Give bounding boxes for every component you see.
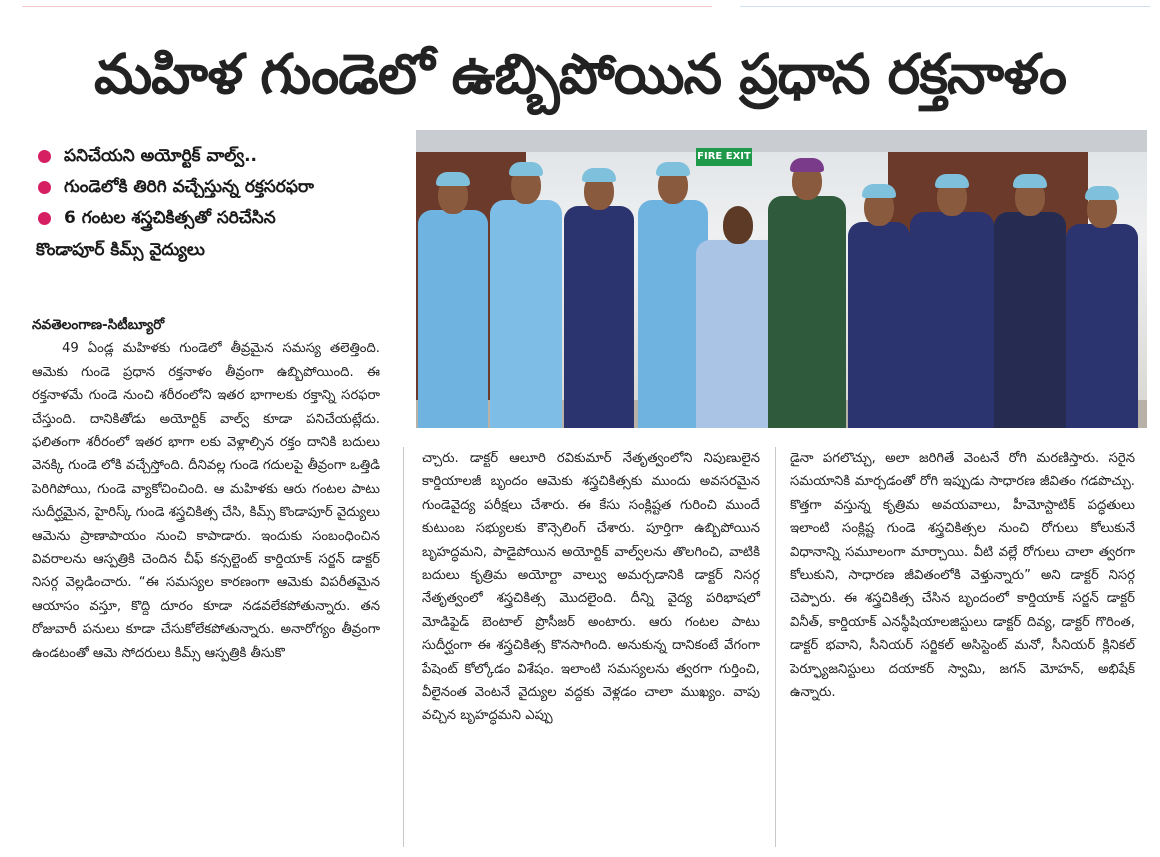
article-column-3 [790,447,1135,704]
exit-sign: FIRE EXIT [696,148,752,166]
bullet-dot-icon [38,212,51,225]
column-divider [775,447,776,847]
bullet-item [36,208,406,260]
bullet-text: గుండెలోకి తిరిగి వచ్చేస్తున్న రక్తసరఫరా [64,177,314,197]
photo-person [994,178,1066,428]
article-column-1 [32,314,380,665]
byline: నవతెలంగాణ-సిటీబ్యూరో [32,317,165,333]
bullet-list [36,146,406,271]
article-text: డైనా పగలొచ్చు, అలా జరిగితే వెంటనే రోగి మరణిస్తారు. సరైన సమయానికి మార్చడంతో రోగి ఇప్పుడు సాధారణ జీవితం గడపొచ్చు. కొత్తగా వస్తున్న కృత్రిమ అవయవాలు, హీమోస్టాటిక్ పద్ధతులు ఇలాంటి సంక్లిష్ట గుండె శస్త్రచికిత్సల నుంచి రోగులు కోలుకునే విధానాన్ని సమూలంగా మార్చాయి. వీటి వల్లే రోగులు చాలా త్వరగా కోలుకుని, సాధారణ జీవితంలోకి వెళ్తున్నారు” అని డాక్టర్ నిసర్గ చెప్పారు. ఈ శస్త్రచికిత్స చేసిన బృందంలో కార్డియాక్ సర్జన్ డాక్టర్ వినీత్, కార్డియాక్ ఎనస్థీషియాలజిస్టులు డాక్టర్ దివ్య, డాక్టర్ గొరింత, డాక్టర్ భవాని, సీనియర్ సర్జికల్ అసిస్టెంట్ మనో, సీనియర్ క్లినికల్ పెర్ఫ్యూజనిస్టులు దయాకర్ స్వామి, జగన్ మోహన్, అభిషేక్ ఉన్నారు. [790,451,1135,701]
photo-ceiling [416,130,1147,152]
bullet-text: 6 గంటల శస్త్రచికిత్సతో సరిచేసిన [64,208,276,228]
article-column-2 [422,447,760,728]
photo-person [768,162,846,428]
top-rule-right [740,6,1150,7]
column-divider [403,447,404,847]
photo-person [1066,190,1138,428]
photo-person [418,176,488,428]
team-photo [416,130,1147,428]
article-text: చ్చారు. డాక్టర్ ఆలూరి రవికుమార్ నేతృత్వంలోని నిపుణులైన కార్డియాలజీ బృందం ఆమెకు శస్త్రచికిత్సకు ముందు అవసరమైన గుండెవైద్య పరీక్షలు చేశారు. ఈ కేసు సంక్లిష్టత గురించి ముందే కుటుంబ సభ్యులకు కౌన్సెలింగ్ చేశారు. పూర్తిగా ఉబ్బిపోయిన బృహద్ధమని, పాడైపోయిన అయోర్టిక్ వాల్వ్‌లను తొలగించి, వాటికి బదులు కృత్రిమ అయోర్టా వాల్వు అమర్చడానికి డాక్టర్ నిసర్గ నేతృత్వంలో శస్త్రచికిత్స మొదలైంది. దీన్ని వైద్య పరిభాషలో మోడిఫైడ్ బెంటాల్ ప్రొసీజర్ అంటారు. ఆరు గంటల పాటు సుదీర్ఘంగా ఈ శస్త్రచికిత్స కొనసాగింది. అనుకున్న దానికంటే వేగంగా పేషెంట్ కోల్కోడం విశేషం. ఇలాంటి సమస్యలను త్వరగా గుర్తించి, వీలైనంత వెంటనే వైద్యుల వద్దకు వెళ్లడం చాలా ముఖ్యం. వాపు వచ్చిన బృహద్ధమని ఎప్పు [422,451,760,724]
top-rule-left [22,6,712,7]
bullet-text-continued: కొండాపూర్ కిమ్స్ వైద్యులు [36,240,205,260]
article-text: 49 ఏండ్ల మహిళకు గుండెలో తీవ్రమైన సమస్య తలెత్తింది. ఆమెకు గుండె ప్రధాన రక్తనాళం తీవ్రంగా ఉబ్బిపోయింది. ఈ రక్తనాళమే గుండె నుంచి శరీరంలోని ఇతర భాగాలకు రక్తాన్ని సరఫరా చేస్తుంది. దానికితోడు అయోర్టిక్ వాల్వ్ కూడా పనిచేయట్లేదు. ఫలితంగా శరీరంలో ఇతర భాగా లకు వెళ్లాల్సిన రక్తం దానికి బదులు వెనక్కి గుండె లోకి వచ్చేస్తోంది. దీనివల్ల గుండె గదులపై తీవ్రంగా ఒత్తిడి పెరిగిపోయి, గుండె వ్యాకోచించింది. ఆ మహిళకు ఆరు గంటల పాటు సుదీర్ఘమైన, హైరిస్క్ గుండె శస్త్రచికిత్స చేసి, కిమ్స్ కొండాపూర్ వైద్యులు ఆమెను ప్రాణాపాయం నుంచి కాపాడారు. ఇందుకు సంబంధించిన వివరాలను ఆస్పత్రికి చెందిన చీఫ్ కన్సల్టెంట్ కార్డియాక్ సర్జన్ డాక్టర్ నిసర్గ వెల్లడించారు. “ఈ సమస్యల కారణంగా ఆమెకు విపరీతమైన ఆయాసం వస్తూ, కొద్ది దూరం కూడా నడవలేకపోతున్నారు. తన రోజువారీ పనులు కూడా చేసుకోలేకపోతున్నారు. అనారోగ్యం తీవ్రంగా ఉండటంతో ఆమె సోదరులు కిమ్స్ ఆస్పత్రికి తీసుకొ [32,341,380,661]
photo-person [910,178,994,428]
photo-person [564,172,634,428]
headline: మహిళ గుండెలో ఉబ్బిపోయిన ప్రధాన రక్తనాళం [93,42,1067,106]
bullet-text: పనిచేయని అయోర్టిక్ వాల్వ్.. [64,146,258,166]
bullet-dot-icon [38,181,51,194]
photo-person [848,188,910,428]
bullet-item [36,177,406,197]
bullet-dot-icon [38,150,51,163]
photo-person [490,166,562,428]
bullet-item [36,146,406,166]
